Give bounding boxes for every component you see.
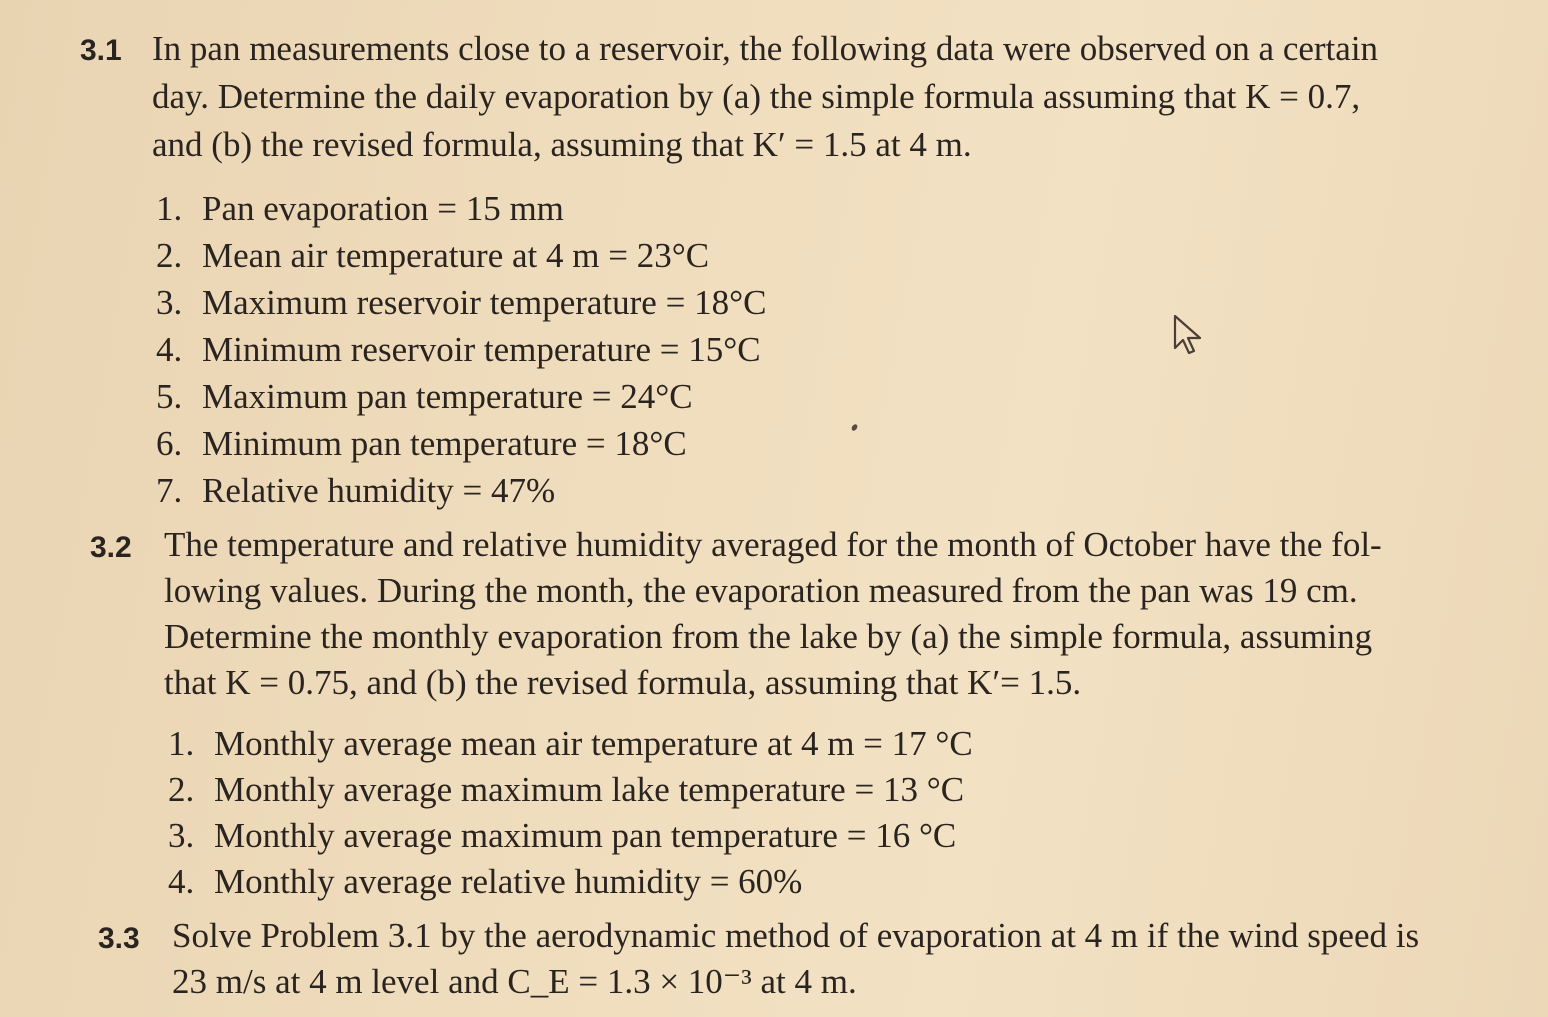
item-number: 7.: [156, 471, 183, 510]
item-text: Monthly average maximum lake temperature = 13 °C: [214, 770, 965, 809]
problem-text-line: Determine the monthly evaporation from the lake by (a) the simple formula, assuming: [164, 617, 1373, 656]
item-text: Monthly average mean air temperature at 4 m = 17 °C: [214, 724, 973, 763]
list-item: [156, 373, 766, 420]
item-text: Maximum reservoir temperature = 18°C: [202, 283, 767, 322]
list-item: [156, 279, 766, 326]
problem-number: 3.1: [80, 34, 122, 67]
problem-text-line: Solve Problem 3.1 by the aerodynamic method of evaporation at 4 m if the wind speed is: [172, 916, 1420, 955]
item-number: 4.: [156, 330, 183, 369]
item-number: 5.: [156, 377, 183, 416]
list-item: [156, 185, 766, 232]
problem-text-line: In pan measurements close to a reservoir, the following data were observed on a certain: [152, 29, 1379, 68]
item-text: Relative humidity = 47%: [202, 471, 556, 510]
item-text: Monthly average relative humidity = 60%: [214, 862, 803, 901]
item-text: Minimum reservoir temperature = 15°C: [202, 330, 761, 369]
problem-text-line: that K = 0.75, and (b) the revised formula, assuming that K′= 1.5.: [164, 663, 1082, 702]
list-item: [156, 467, 766, 514]
problem-text-line: day. Determine the daily evaporation by (a) the simple formula assuming that K = 0.7,: [152, 77, 1361, 116]
problem-3-3: [98, 913, 1543, 1005]
ink-speck: [850, 423, 858, 432]
problem-number: 3.2: [90, 531, 132, 564]
problem-text-line: lowing values. During the month, the evaporation measured from the pan was 19 cm.: [164, 571, 1358, 610]
item-text: Mean air temperature at 4 m = 23°C: [202, 236, 710, 275]
item-number: 2.: [168, 770, 195, 809]
list-item: [168, 767, 973, 813]
item-text: Monthly average maximum pan temperature = 16 °C: [214, 816, 957, 855]
list-item: [168, 859, 973, 905]
item-text: Minimum pan temperature = 18°C: [202, 424, 687, 463]
item-number: 1.: [168, 724, 195, 763]
problem-text-line: and (b) the revised formula, assuming that K′ = 1.5 at 4 m.: [152, 125, 972, 164]
problem-3-2-data-list: [168, 721, 973, 905]
item-text: Maximum pan temperature = 24°C: [202, 377, 693, 416]
problem-3-2: [90, 522, 1540, 706]
list-item: [156, 326, 766, 373]
item-number: 4.: [168, 862, 195, 901]
list-item: [156, 232, 766, 279]
item-number: 3.: [156, 283, 183, 322]
problem-3-1-data-list: [156, 185, 766, 514]
list-item: [156, 420, 766, 467]
item-number: 6.: [156, 424, 183, 463]
mouse-pointer-icon: [1172, 314, 1206, 356]
list-item: [168, 813, 973, 859]
problem-number: 3.3: [98, 922, 140, 955]
item-number: 2.: [156, 236, 183, 275]
item-text: Pan evaporation = 15 mm: [202, 189, 564, 228]
problem-text-line: The temperature and relative humidity averaged for the month of October have the fol-: [164, 525, 1382, 564]
item-number: 1.: [156, 189, 183, 228]
problem-3-1: [80, 25, 1545, 169]
list-item: [168, 721, 973, 767]
item-number: 3.: [168, 816, 195, 855]
problem-text-line: 23 m/s at 4 m level and C_E = 1.3 × 10⁻³ at 4 m.: [172, 962, 857, 1001]
